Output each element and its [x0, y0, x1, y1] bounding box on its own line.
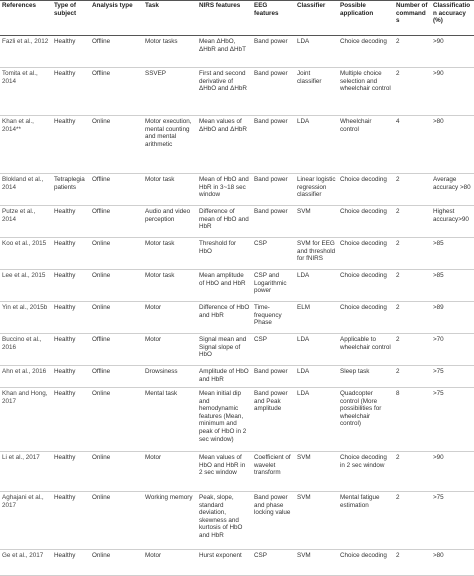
- nirs-cell: First and second derivative of ΔHbO and ΔHbR: [197, 68, 252, 116]
- eeg-cell: Band power: [252, 366, 295, 388]
- commands-cell: 2: [394, 366, 431, 388]
- table-row: [0, 366, 474, 388]
- subject-cell: Healthy: [52, 206, 90, 238]
- eeg-cell: Band power: [252, 174, 295, 206]
- nirs-cell: Mean initial dip and hemodynamic features (Mean, minimum and peak of HbO in 2 sec window): [197, 388, 252, 452]
- reference-cell: Khan et al., 2014**: [0, 116, 52, 174]
- commands-cell: 2: [394, 174, 431, 206]
- header-row: [0, 1, 474, 36]
- subject-cell: Healthy: [52, 36, 90, 68]
- task-cell: Motor execution, mental counting and mental arithmetic: [143, 116, 197, 174]
- header-type-of-subject: Type of subject: [52, 1, 90, 36]
- task-cell: Motor: [143, 302, 197, 334]
- classifier-cell: ELM: [295, 302, 338, 334]
- task-cell: Motor task: [143, 270, 197, 302]
- application-cell: Choice decoding in 2 sec window: [338, 452, 394, 492]
- accuracy-cell: >75: [431, 388, 474, 452]
- classifier-cell: Linear logistic regression classifier: [295, 174, 338, 206]
- header-eeg-features: EEG features: [252, 1, 295, 36]
- reference-cell: Ahn et al., 2016: [0, 366, 52, 388]
- analysis-cell: Online: [90, 388, 143, 452]
- header-analysis-type: Analysis type: [90, 1, 143, 36]
- table-row: [0, 492, 474, 550]
- analysis-cell: Offline: [90, 174, 143, 206]
- accuracy-cell: >90: [431, 68, 474, 116]
- table-row: [0, 302, 474, 334]
- analysis-cell: Online: [90, 116, 143, 174]
- task-cell: Drowsiness: [143, 366, 197, 388]
- table-row: [0, 334, 474, 366]
- eeg-cell: Band power and phase locking value: [252, 492, 295, 550]
- subject-cell: Healthy: [52, 452, 90, 492]
- task-cell: Working memory: [143, 492, 197, 550]
- commands-cell: 2: [394, 302, 431, 334]
- header-references: References: [0, 1, 52, 36]
- classifier-cell: LDA: [295, 366, 338, 388]
- analysis-cell: Offline: [90, 68, 143, 116]
- application-cell: Choice decoding: [338, 302, 394, 334]
- classifier-cell: LDA: [295, 116, 338, 174]
- reference-cell: Yin et al., 2015b: [0, 302, 52, 334]
- classifier-cell: LDA: [295, 36, 338, 68]
- application-cell: Choice decoding: [338, 238, 394, 270]
- analysis-cell: Online: [90, 452, 143, 492]
- table-row: [0, 206, 474, 238]
- classifier-cell: SVM: [295, 452, 338, 492]
- task-cell: Motor tasks: [143, 36, 197, 68]
- reference-cell: Lee et al., 2015: [0, 270, 52, 302]
- accuracy-cell: >85: [431, 270, 474, 302]
- commands-cell: 2: [394, 334, 431, 366]
- eeg-cell: CSP and Logarithmic power: [252, 270, 295, 302]
- eeg-cell: Band power: [252, 36, 295, 68]
- commands-cell: 2: [394, 238, 431, 270]
- header-classifier: Classifier: [295, 1, 338, 36]
- classifier-cell: SVM: [295, 206, 338, 238]
- subject-cell: Healthy: [52, 116, 90, 174]
- classifier-cell: SVM: [295, 492, 338, 550]
- task-cell: Mental task: [143, 388, 197, 452]
- commands-cell: 2: [394, 36, 431, 68]
- accuracy-cell: >90: [431, 452, 474, 492]
- reference-cell: Li et al., 2017: [0, 452, 52, 492]
- nirs-cell: Mean of HbO and HbR in 3~18 sec window: [197, 174, 252, 206]
- reference-cell: Buccino et al., 2016: [0, 334, 52, 366]
- task-cell: Motor: [143, 334, 197, 366]
- accuracy-cell: Average accuracy >80: [431, 174, 474, 206]
- commands-cell: 8: [394, 388, 431, 452]
- subject-cell: Healthy: [52, 334, 90, 366]
- accuracy-cell: >89: [431, 302, 474, 334]
- commands-cell: 2: [394, 206, 431, 238]
- commands-cell: 2: [394, 68, 431, 116]
- table-body: [0, 36, 474, 576]
- classifier-cell: LDA: [295, 270, 338, 302]
- nirs-cell: Peak, slope, standard deviation, skewness and kurtosis of HbO and HbR: [197, 492, 252, 550]
- table-row: [0, 68, 474, 116]
- nirs-cell: Mean amplitude of HbO and HbR: [197, 270, 252, 302]
- subject-cell: Tetraplegia patients: [52, 174, 90, 206]
- accuracy-cell: >75: [431, 492, 474, 550]
- table-row: [0, 270, 474, 302]
- classifier-cell: Joint classifier: [295, 68, 338, 116]
- subject-cell: Healthy: [52, 302, 90, 334]
- commands-cell: 2: [394, 492, 431, 550]
- classifier-cell: LDA: [295, 334, 338, 366]
- header-classification-accuracy: Classification accuracy (%): [431, 1, 474, 36]
- header-nirs-features: NIRS features: [197, 1, 252, 36]
- task-cell: SSVEP: [143, 68, 197, 116]
- accuracy-cell: Highest accuracy>90: [431, 206, 474, 238]
- reference-cell: Koo et al., 2015: [0, 238, 52, 270]
- commands-cell: 2: [394, 452, 431, 492]
- eeg-cell: Band power and Peak amplitude: [252, 388, 295, 452]
- application-cell: Choice decoding: [338, 270, 394, 302]
- commands-cell: 2: [394, 550, 431, 576]
- subject-cell: Healthy: [52, 366, 90, 388]
- application-cell: Choice decoding: [338, 36, 394, 68]
- subject-cell: Healthy: [52, 388, 90, 452]
- application-cell: Choice decoding: [338, 550, 394, 576]
- table-row: [0, 116, 474, 174]
- classifier-cell: LDA: [295, 388, 338, 452]
- subject-cell: Healthy: [52, 238, 90, 270]
- eeg-cell: CSP: [252, 238, 295, 270]
- accuracy-cell: >70: [431, 334, 474, 366]
- eeg-cell: Band power: [252, 68, 295, 116]
- reference-cell: Tomita et al., 2014: [0, 68, 52, 116]
- nirs-cell: Threshold for HbO: [197, 238, 252, 270]
- nirs-cell: Signal mean and Signal slope of HbO: [197, 334, 252, 366]
- accuracy-cell: >80: [431, 116, 474, 174]
- eeg-cell: Time-frequency Phase: [252, 302, 295, 334]
- analysis-cell: Online: [90, 302, 143, 334]
- header-task: Task: [143, 1, 197, 36]
- eeg-cell: Coefficient of wavelet transform: [252, 452, 295, 492]
- analysis-cell: Online: [90, 550, 143, 576]
- reference-cell: Putze et al., 2014: [0, 206, 52, 238]
- analysis-cell: Offline: [90, 366, 143, 388]
- accuracy-cell: >85: [431, 238, 474, 270]
- table-row: [0, 452, 474, 492]
- task-cell: Motor task: [143, 238, 197, 270]
- classifier-cell: SVM: [295, 550, 338, 576]
- reference-cell: Aghajani et al., 2017: [0, 492, 52, 550]
- application-cell: Choice decoding: [338, 206, 394, 238]
- application-cell: Multiple choice selection and wheelchair control: [338, 68, 394, 116]
- eeg-cell: Band power: [252, 206, 295, 238]
- table-row: [0, 174, 474, 206]
- reference-cell: Khan and Hong, 2017: [0, 388, 52, 452]
- analysis-cell: Online: [90, 238, 143, 270]
- task-cell: Motor task: [143, 174, 197, 206]
- eeg-cell: CSP: [252, 334, 295, 366]
- nirs-cell: Mean ΔHbO, ΔHbR and ΔHbT: [197, 36, 252, 68]
- accuracy-cell: >75: [431, 366, 474, 388]
- header-number-of-commands: Number of commands: [394, 1, 431, 36]
- eeg-cell: Band power: [252, 116, 295, 174]
- subject-cell: Healthy: [52, 68, 90, 116]
- commands-cell: 4: [394, 116, 431, 174]
- classifier-cell: SVM for EEG and threshold for fNIRS: [295, 238, 338, 270]
- nirs-cell: Difference of HbO and HbR: [197, 302, 252, 334]
- header-possible-application: Possible application: [338, 1, 394, 36]
- nirs-cell: Mean values of HbO and HbR in 2 sec window: [197, 452, 252, 492]
- subject-cell: Healthy: [52, 492, 90, 550]
- eeg-cell: CSP: [252, 550, 295, 576]
- analysis-cell: Offline: [90, 36, 143, 68]
- application-cell: Choice decoding: [338, 174, 394, 206]
- table-row: [0, 550, 474, 576]
- subject-cell: Healthy: [52, 270, 90, 302]
- analysis-cell: Offline: [90, 206, 143, 238]
- table-row: [0, 238, 474, 270]
- nirs-cell: Hurst exponent: [197, 550, 252, 576]
- reference-cell: Fazli et al., 2012: [0, 36, 52, 68]
- application-cell: Wheelchair control: [338, 116, 394, 174]
- nirs-cell: Mean values of ΔHbO and ΔHbR: [197, 116, 252, 174]
- application-cell: Sleep task: [338, 366, 394, 388]
- nirs-cell: Amplitude of HbO and HbR: [197, 366, 252, 388]
- application-cell: Quadcopter control (More possibilities for wheelchair control): [338, 388, 394, 452]
- analysis-cell: Offline: [90, 334, 143, 366]
- subject-cell: Healthy: [52, 550, 90, 576]
- accuracy-cell: >80: [431, 550, 474, 576]
- analysis-cell: Online: [90, 492, 143, 550]
- table-row: [0, 388, 474, 452]
- analysis-cell: Online: [90, 270, 143, 302]
- accuracy-cell: >90: [431, 36, 474, 68]
- reference-cell: Blokland et al., 2014: [0, 174, 52, 206]
- task-cell: Motor: [143, 550, 197, 576]
- application-cell: Applicable to wheelchair control: [338, 334, 394, 366]
- application-cell: Mental fatigue estimation: [338, 492, 394, 550]
- nirs-cell: Difference of mean of HbO and HbR: [197, 206, 252, 238]
- reference-cell: Ge et al., 2017: [0, 550, 52, 576]
- commands-cell: 2: [394, 270, 431, 302]
- task-cell: Audio and video perception: [143, 206, 197, 238]
- task-cell: Motor: [143, 452, 197, 492]
- table-row: [0, 36, 474, 68]
